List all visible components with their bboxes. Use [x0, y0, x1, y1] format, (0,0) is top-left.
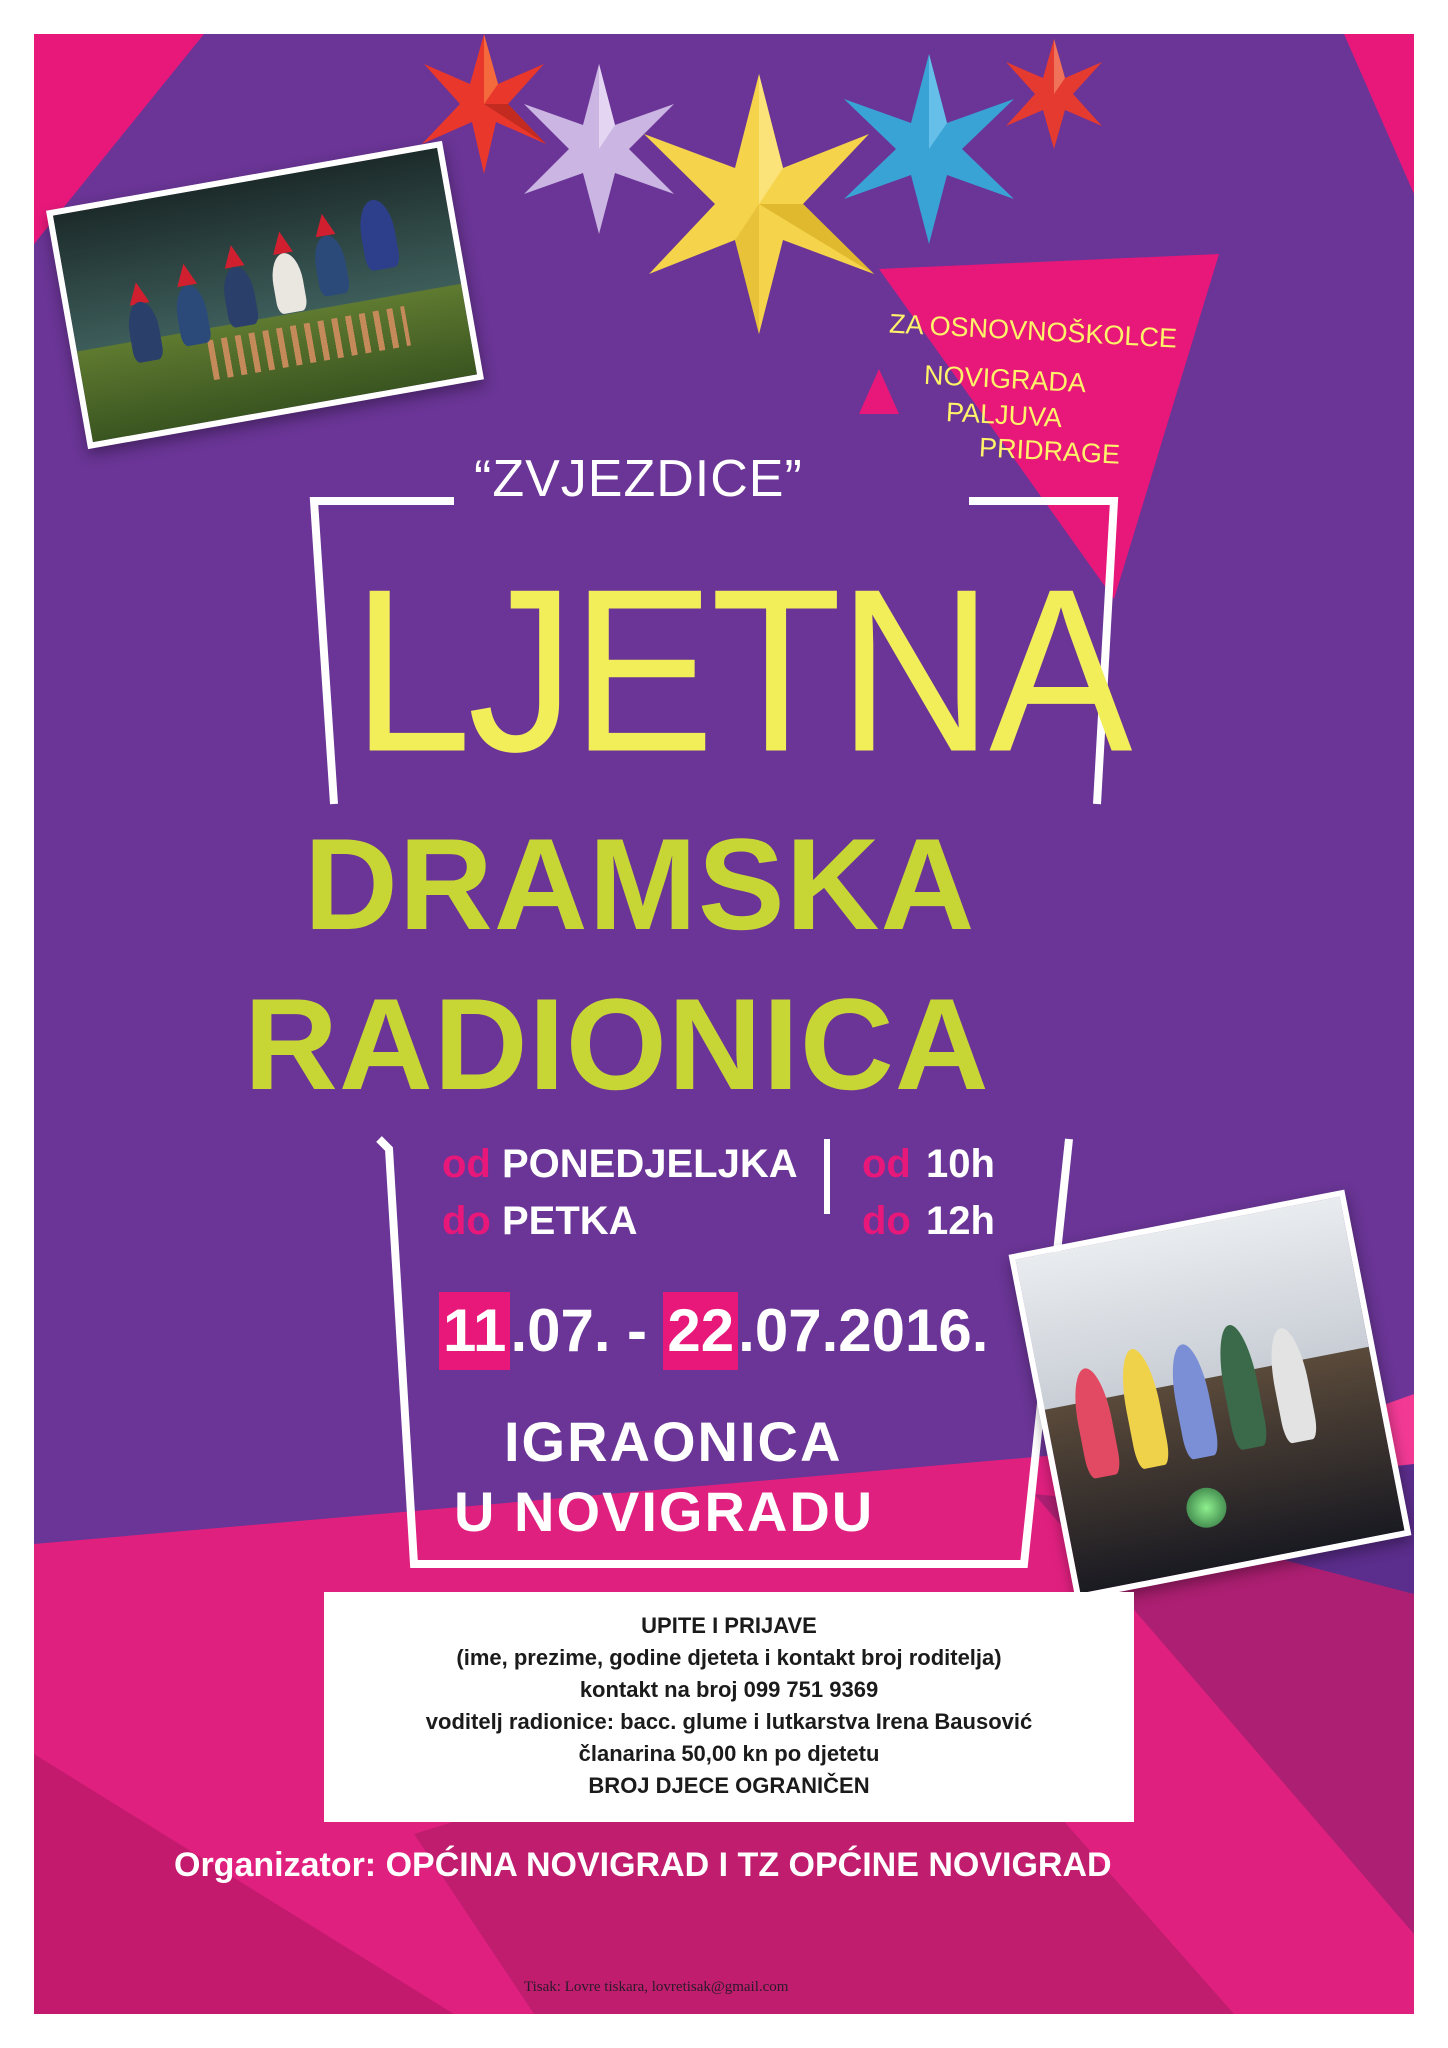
- printer-credit: Tisak: Lovre tiskara, lovretisak@gmail.com: [524, 1979, 789, 1995]
- schedule-day-from: PONEDJELJKA: [502, 1142, 798, 1186]
- dates: [439, 1292, 988, 1372]
- schedule-time-from: 10h: [926, 1142, 995, 1186]
- info-box: [324, 1592, 1134, 1822]
- poster: [34, 34, 1414, 2014]
- title-radionica: RADIONICA: [244, 971, 990, 1117]
- date-separator: -: [626, 1297, 647, 1364]
- schedule-od-time: od: [862, 1142, 911, 1186]
- workshop-photo: [1009, 1190, 1412, 1601]
- date-end-rest: .07.2016.: [738, 1297, 989, 1364]
- info-line-2: (ime, prezime, godine djeteta i kontakt broj roditelja): [456, 1645, 1002, 1670]
- date-start-day: 11: [439, 1292, 510, 1370]
- schedule-od-day: od: [442, 1142, 491, 1186]
- audience-line-3: PALJUVA: [945, 396, 1063, 434]
- title-dramska: DRAMSKA: [304, 811, 976, 957]
- organizer: Organizator: OPĆINA NOVIGRAD I TZ OPĆINE NOVIGRAD: [174, 1846, 1112, 1884]
- info-line-4: voditelj radionice: bacc. glume i lutkarstva Irena Bausović: [425, 1709, 1033, 1734]
- info-line-6: BROJ DJECE OGRANIČEN: [588, 1773, 870, 1798]
- schedule-do-time: do: [862, 1199, 911, 1243]
- audience-line-1: ZA OSNOVNOŠKOLCE: [888, 308, 1178, 354]
- audience-line-4: PRIDRAGE: [978, 432, 1121, 470]
- subtitle: “ZVJEZDICE”: [474, 450, 803, 508]
- schedule-do-day: do: [442, 1199, 491, 1243]
- schedule-time-to: 12h: [926, 1199, 995, 1243]
- schedule-day-to: PETKA: [502, 1199, 638, 1243]
- audience-line-2: NOVIGRADA: [923, 359, 1087, 399]
- date-start-rest: .07.: [510, 1297, 611, 1364]
- info-line-3: kontakt na broj 099 751 9369: [579, 1677, 879, 1702]
- date-end-day: 22: [663, 1292, 738, 1370]
- title-ljetna: LJETNA: [352, 539, 1129, 801]
- venue-line-2: U NOVIGRADU: [454, 1480, 875, 1543]
- info-line-5: članarina 50,00 kn po djetetu: [578, 1741, 880, 1766]
- venue-line-1: IGRAONICA: [504, 1410, 843, 1473]
- info-line-1: UPITE I PRIJAVE: [641, 1613, 817, 1638]
